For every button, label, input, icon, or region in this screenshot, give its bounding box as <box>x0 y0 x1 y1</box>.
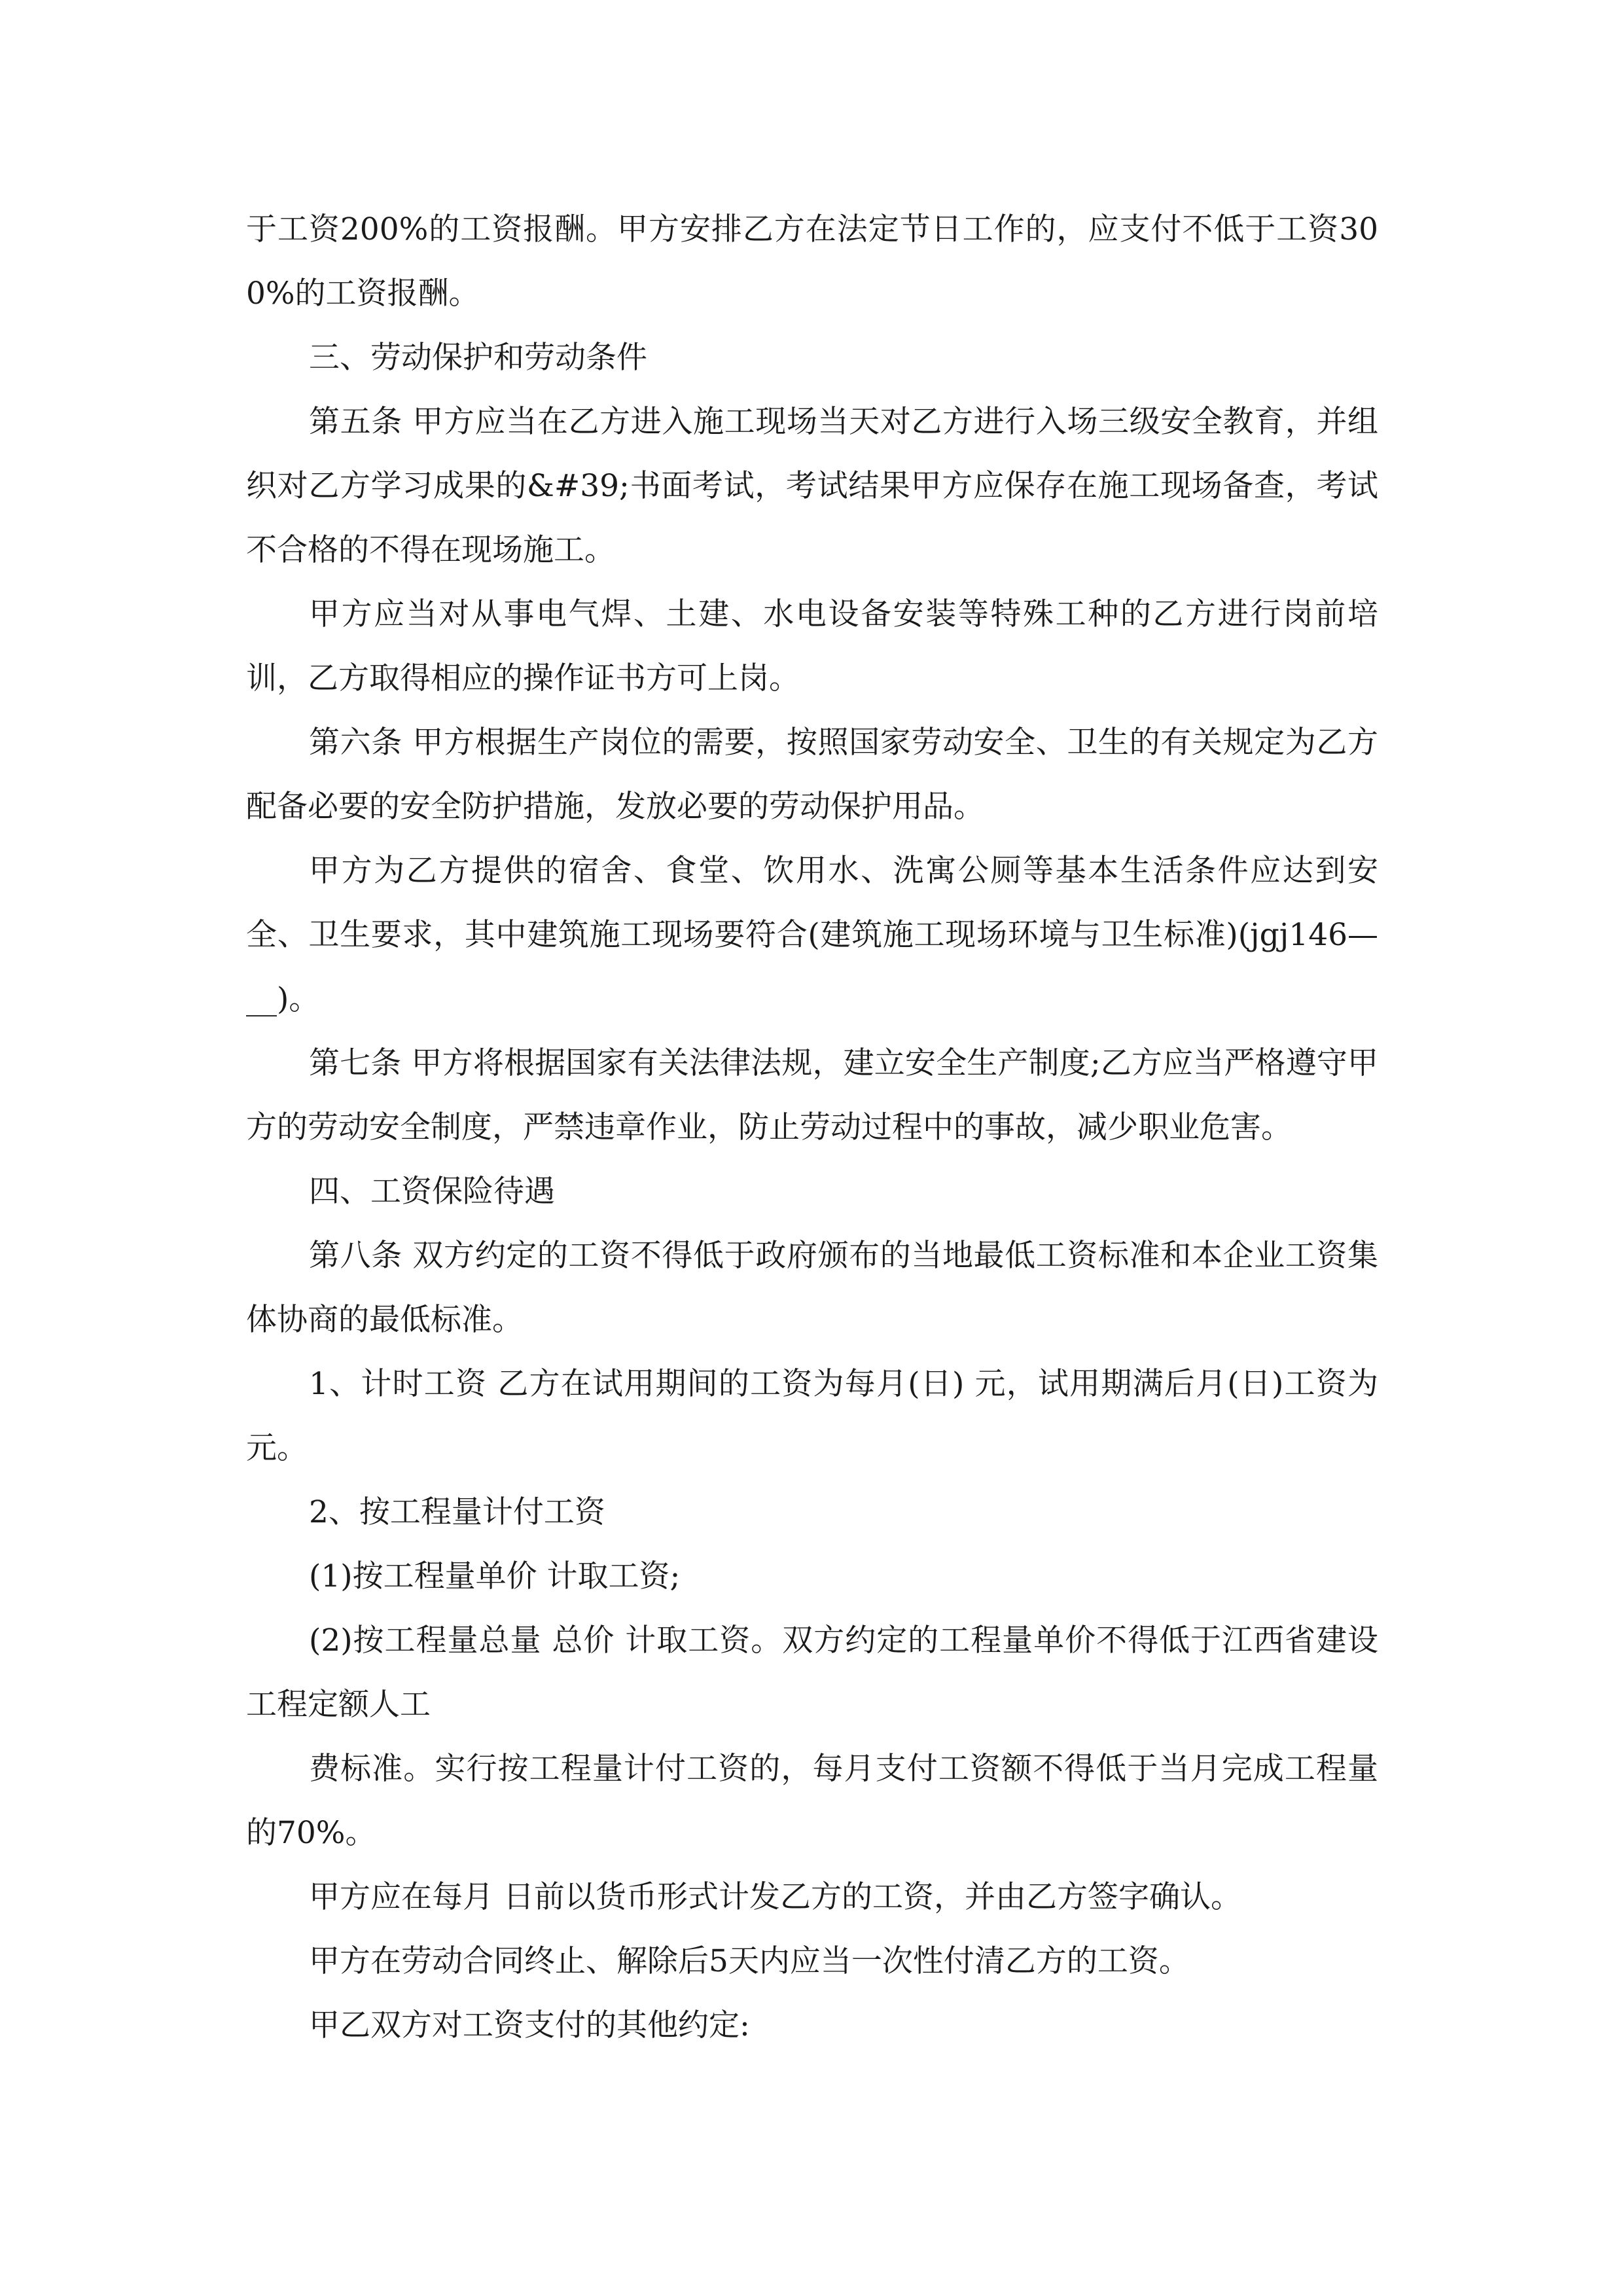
paragraph: 2、按工程量计付工资 <box>309 1494 605 1530</box>
paragraph: 甲乙双方对工资支付的其他约定: <box>309 2007 750 2043</box>
paragraph: (1)按工程量单价 计取工资; <box>309 1558 681 1594</box>
section-heading: 四、工资保险待遇 <box>309 1174 555 1210</box>
paragraph: 甲方在劳动合同终止、解除后5天内应当一次性付清乙方的工资。 <box>309 1943 1190 1979</box>
paragraph: 甲方应在每月 日前以货币形式计发乙方的工资，并由乙方签字确认。 <box>309 1879 1241 1915</box>
paragraph: (2)按工程量总量 总价 计取工资。双方约定的工程量单价不得低于江西省建设工程定额人工 <box>246 1623 1378 1723</box>
paragraph: 于工资200%的工资报酬。甲方安排乙方在法定节日工作的，应支付不低于工资300%的工资报酬。 <box>246 211 1378 312</box>
paragraph: 第六条 甲方根据生产岗位的需要，按照国家劳动安全、卫生的有关规定为乙方配备必要的安全防护措施，发放必要的劳动保护用品。 <box>246 725 1378 825</box>
paragraph: 第七条 甲方将根据国家有关法律法规，建立安全生产制度;乙方应当严格遵守甲方的劳动安全制度，严禁违章作业，防止劳动过程中的事故，减少职业危害。 <box>246 1045 1378 1145</box>
paragraph: 甲方应当对从事电气焊、土建、水电设备安装等特殊工种的乙方进行岗前培训，乙方取得相应的操作证书方可上岗。 <box>246 596 1378 696</box>
paragraph: 第五条 甲方应当在乙方进入施工现场当天对乙方进行入场三级安全教育，并组织对乙方学习成果的&#39;书面考试，考试结果甲方应保存在施工现场备查，考试不合格的不得在现场施工。 <box>246 404 1378 568</box>
paragraph: 甲方为乙方提供的宿舍、食堂、饮用水、洗寓公厕等基本生活条件应达到安全、卫生要求，其中建筑施工现场要符合(建筑施工现场环境与卫生标准)(jgj146—__)。 <box>246 853 1378 1017</box>
section-heading: 三、劳动保护和劳动条件 <box>309 340 647 376</box>
document-body <box>246 198 1378 2058</box>
paragraph: 第八条 双方约定的工资不得低于政府颁布的当地最低工资标准和本企业工资集体协商的最低标准。 <box>246 1238 1378 1338</box>
paragraph: 1、计时工资 乙方在试用期间的工资为每月(日) 元，试用期满后月(日)工资为 元。 <box>246 1366 1378 1466</box>
paragraph: 费标准。实行按工程量计付工资的，每月支付工资额不得低于当月完成工程量的70%。 <box>246 1751 1378 1851</box>
